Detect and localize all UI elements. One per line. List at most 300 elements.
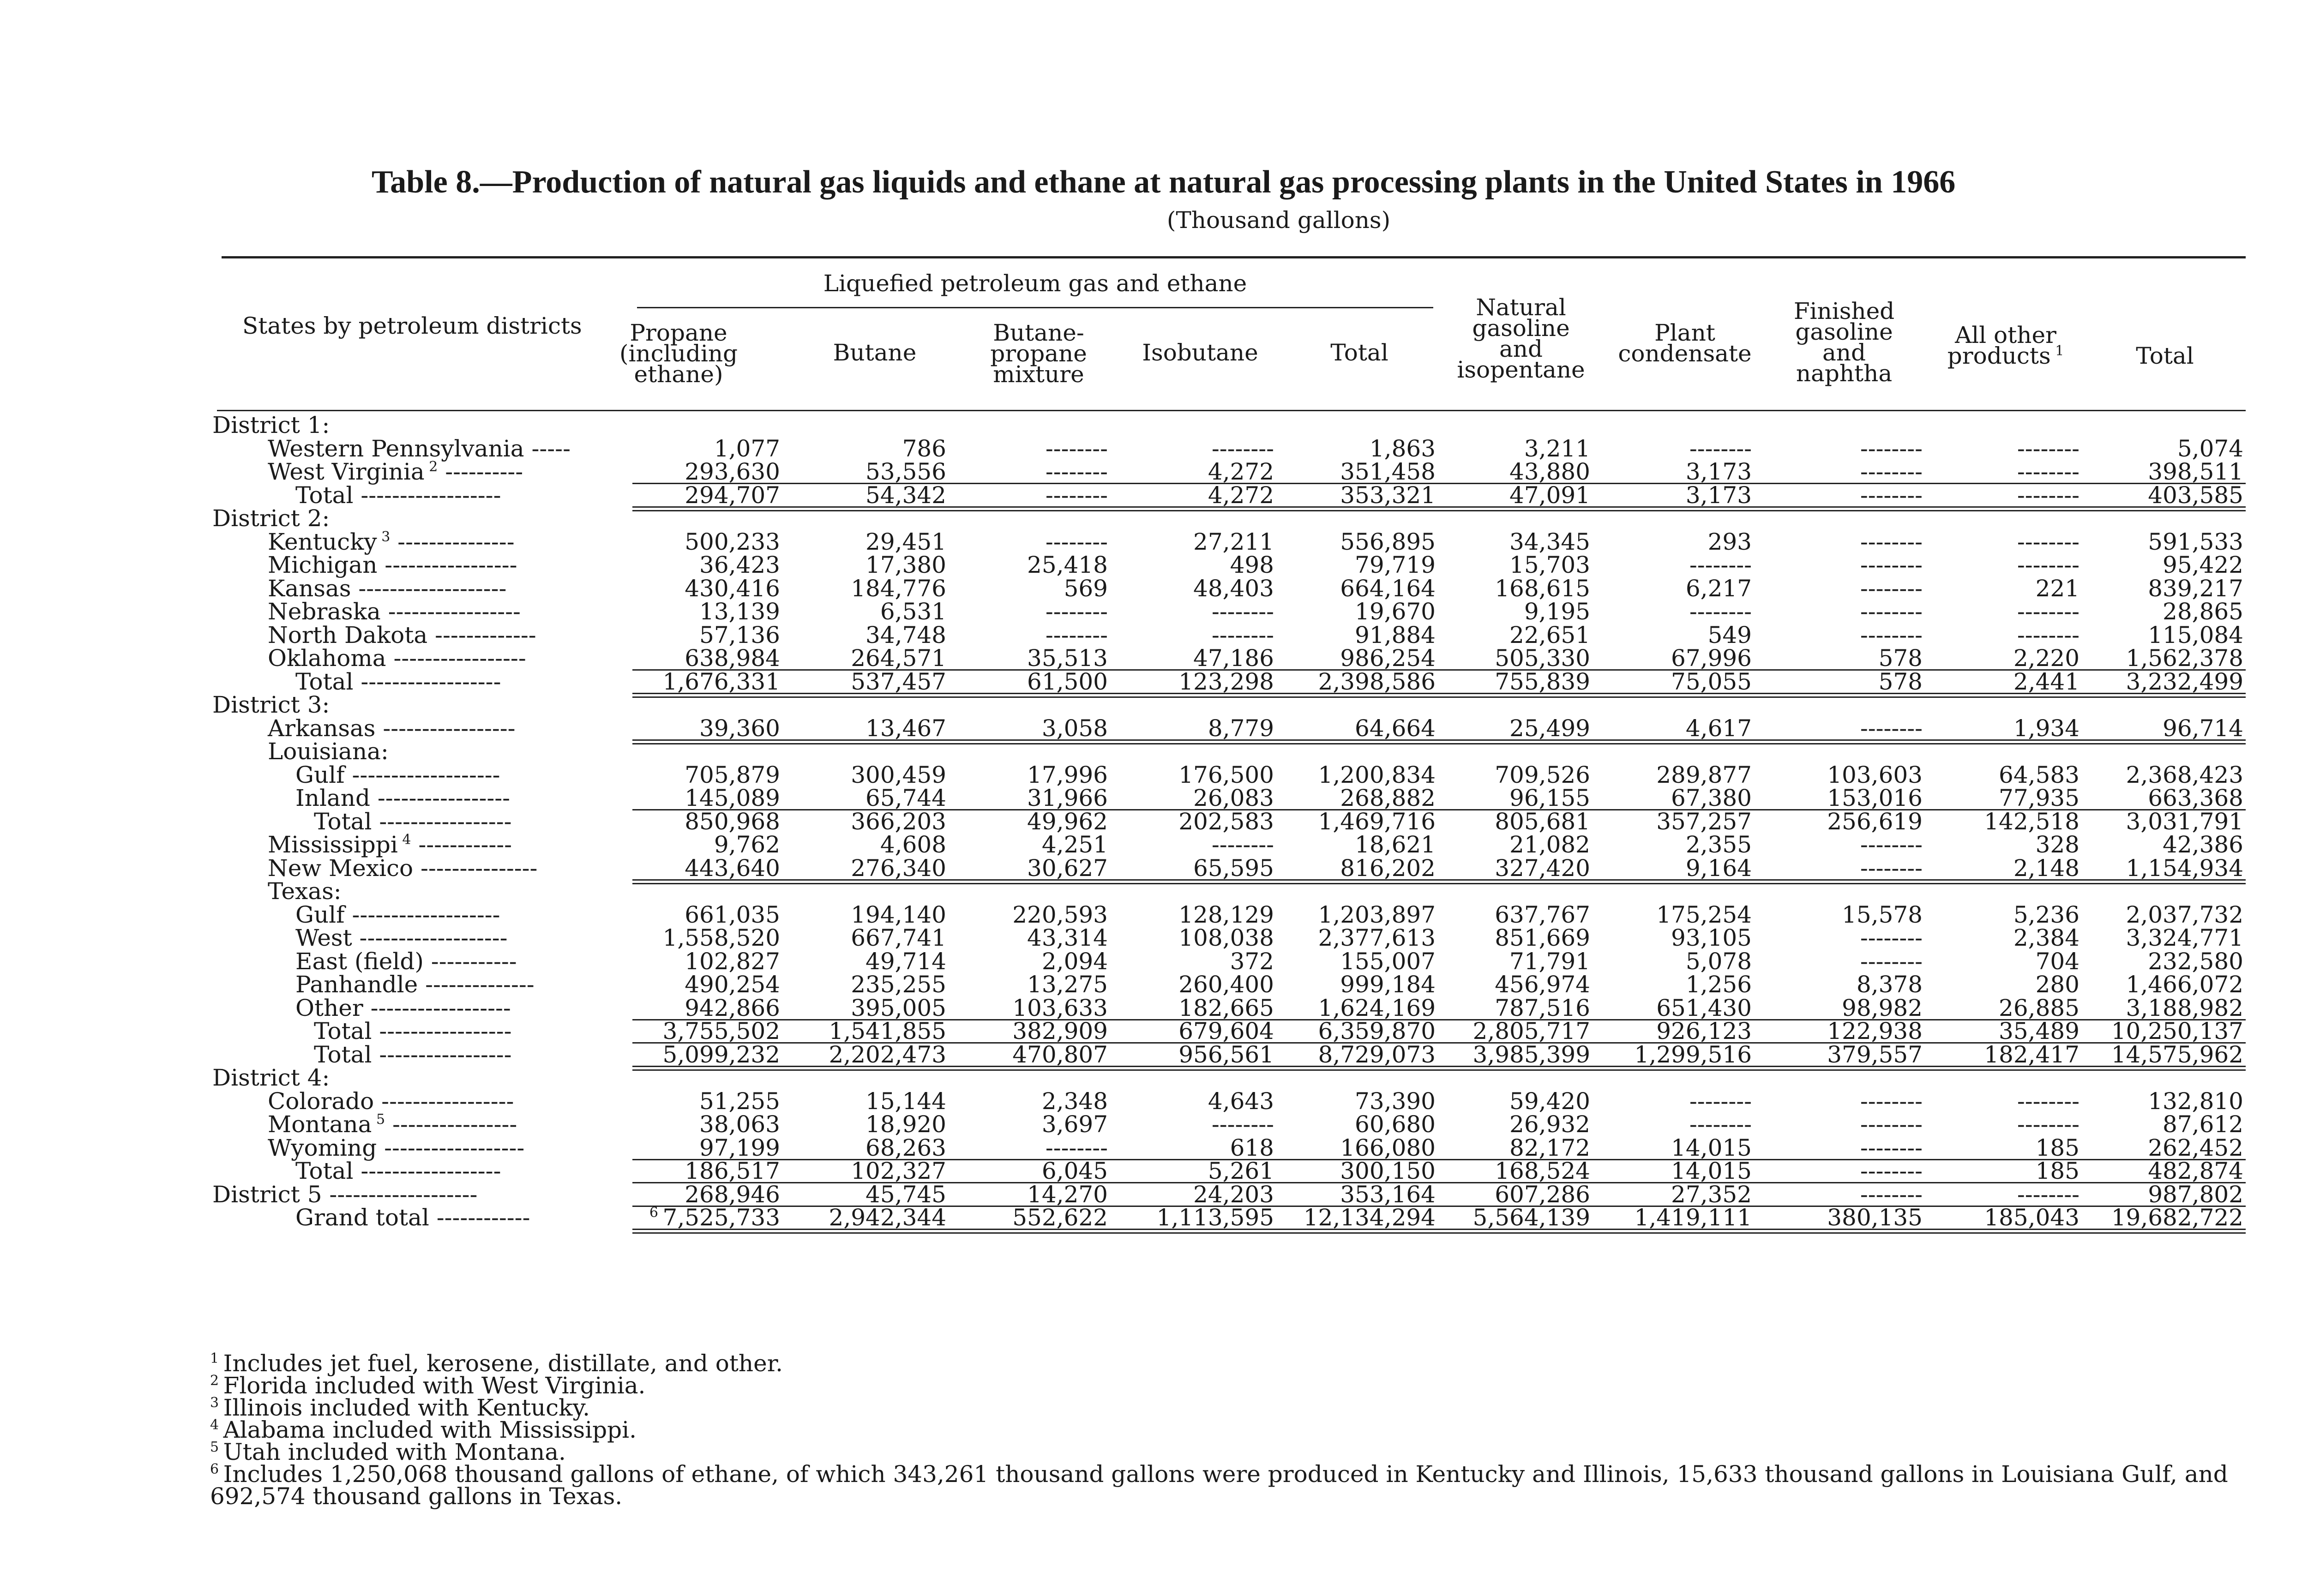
cell-value: 102,827: [685, 948, 780, 975]
column-header: Isobutane: [1142, 339, 1258, 366]
cell-value: --------: [2017, 481, 2080, 509]
cell-value: 549: [1707, 621, 1752, 648]
cell-value: 24,203: [1193, 1181, 1274, 1208]
cell-value: --------: [2017, 552, 2080, 578]
row-label: Kentucky $^3$ ---------------: [268, 528, 515, 555]
cell-value: 5,261: [1208, 1158, 1274, 1184]
row-label: District 5 -------------------: [212, 1181, 478, 1208]
row-label: Montana $^5$ ----------------: [268, 1111, 517, 1138]
cell-value: 75,055: [1671, 668, 1752, 695]
table-row: [0, 972, 2308, 996]
cell-value: 30,627: [1027, 854, 1108, 882]
row-label: Inland -----------------: [295, 785, 511, 811]
cell-value: 2,220: [2013, 645, 2080, 672]
cell-value: 2,148: [2013, 854, 2080, 882]
cell-value: 97,199: [699, 1134, 780, 1161]
cell-value: 2,368,423: [2126, 761, 2243, 788]
cell-value: 10,250,137: [2111, 1018, 2243, 1044]
cell-value: 2,355: [1685, 831, 1752, 858]
table-title: Table 8.—Production of natural gas liquids and ethane at natural gas processing plants in the United States in 1966: [372, 164, 1956, 200]
cell-value: 102,327: [851, 1158, 946, 1184]
column-header: gasoline: [1472, 315, 1570, 342]
cell-value: 839,217: [2148, 575, 2243, 602]
cell-value: --------: [1860, 1111, 1923, 1138]
cell-value: 87,612: [2163, 1111, 2243, 1138]
cell-value: 6,217: [1685, 575, 1752, 602]
cell-value: 25,499: [1509, 714, 1590, 742]
footnotes: [210, 1350, 2241, 1510]
cell-value: 986,254: [1340, 645, 1436, 672]
cell-value: 168,615: [1495, 575, 1590, 602]
cell-value: 3,755,502: [662, 1018, 780, 1044]
table-row: [0, 576, 2308, 600]
cell-value: 1,419,111: [1634, 1204, 1752, 1231]
cell-value: 264,571: [851, 645, 946, 672]
cell-value: 31,966: [1027, 785, 1108, 811]
cell-value: 4,617: [1685, 714, 1752, 742]
table-row: [0, 716, 2308, 740]
column-header: Total: [2136, 342, 2194, 369]
cell-value: 166,080: [1340, 1134, 1436, 1161]
row-label: Total -----------------: [314, 808, 512, 835]
table-row: [0, 483, 2308, 507]
cell-value: --------: [1860, 598, 1923, 625]
group-rule: [637, 307, 1433, 308]
cell-value: 25,418: [1027, 552, 1108, 578]
column-header: Total: [1330, 339, 1388, 366]
cell-value: --------: [1211, 598, 1274, 625]
row-label: Michigan -----------------: [268, 552, 517, 578]
cell-value: 185: [2035, 1158, 2080, 1184]
cell-value: 805,681: [1495, 808, 1590, 835]
cell-value: 787,516: [1495, 994, 1590, 1021]
cell-value: 36,423: [699, 552, 780, 578]
column-header: (including: [619, 340, 738, 367]
cell-value: 816,202: [1340, 854, 1436, 882]
cell-value: 26,885: [1999, 994, 2080, 1021]
row-label: Arkansas -----------------: [268, 714, 516, 742]
cell-value: --------: [1045, 458, 1108, 485]
cell-value: 175,254: [1656, 901, 1752, 928]
cell-value: 556,895: [1340, 528, 1436, 555]
cell-value: $^6$ 7,525,733: [649, 1204, 780, 1231]
cell-value: 153,016: [1827, 785, 1923, 811]
cell-value: 280: [2035, 971, 2080, 998]
cell-value: 6,531: [880, 598, 946, 625]
cell-value: 366,203: [851, 808, 946, 835]
row-label: Colorado -----------------: [268, 1087, 514, 1115]
cell-value: 64,664: [1355, 714, 1436, 742]
cell-value: 73,390: [1355, 1087, 1436, 1115]
table-row: [0, 1019, 2308, 1043]
table-row: [0, 413, 2308, 437]
row-label: Oklahoma -----------------: [268, 645, 526, 672]
cell-value: 18,920: [866, 1111, 946, 1138]
cell-value: 1,934: [2013, 714, 2080, 742]
column-header: Natural: [1476, 294, 1566, 321]
cell-value: --------: [2017, 528, 2080, 555]
row-label: Western Pennsylvania -----: [268, 435, 571, 462]
table-row: [0, 786, 2308, 810]
cell-value: 8,779: [1208, 714, 1274, 742]
row-label: Nebraska -----------------: [268, 598, 521, 625]
cell-value: 182,665: [1178, 994, 1274, 1021]
cell-value: 67,996: [1671, 645, 1752, 672]
table-subtitle: (Thousand gallons): [1166, 207, 1391, 234]
column-header: Plant: [1654, 319, 1715, 346]
cell-value: 289,877: [1656, 761, 1752, 788]
cell-value: --------: [1860, 854, 1923, 882]
cell-value: --------: [2017, 435, 2080, 462]
cell-value: 3,697: [1041, 1111, 1108, 1138]
group-header: Liquefied petroleum gas and ethane: [823, 270, 1247, 297]
row-label: District 4:: [212, 1064, 330, 1091]
cell-value: 1,256: [1685, 971, 1752, 998]
cell-value: 14,015: [1671, 1158, 1752, 1184]
row-label: West -------------------: [295, 924, 508, 951]
table-row: [0, 1043, 2308, 1067]
cell-value: 27,352: [1671, 1181, 1752, 1208]
table-row: [0, 1206, 2308, 1230]
cell-value: 6,359,870: [1318, 1018, 1436, 1044]
cell-value: --------: [1689, 435, 1752, 462]
row-label: Total -----------------: [314, 1041, 512, 1068]
cell-value: 103,603: [1827, 761, 1923, 788]
cell-value: 2,037,732: [2126, 901, 2243, 928]
cell-value: --------: [1860, 552, 1923, 578]
cell-value: 552,622: [1012, 1204, 1108, 1231]
cell-value: 430,416: [685, 575, 780, 602]
row-rule: [632, 1229, 2246, 1230]
cell-value: 34,345: [1509, 528, 1590, 555]
table-row: [0, 1136, 2308, 1160]
cell-value: 3,031,791: [2126, 808, 2243, 835]
cell-value: 12,134,294: [1303, 1204, 1436, 1231]
column-header: Butane-: [993, 319, 1084, 346]
cell-value: --------: [1045, 481, 1108, 509]
cell-value: 2,377,613: [1318, 924, 1436, 951]
cell-value: --------: [1689, 598, 1752, 625]
cell-value: --------: [2017, 598, 2080, 625]
footnote: $^5$ Utah included with Montana.: [210, 1439, 566, 1465]
cell-value: 14,270: [1027, 1181, 1108, 1208]
cell-value: 637,767: [1495, 901, 1590, 928]
cell-value: 38,063: [699, 1111, 780, 1138]
column-header: condensate: [1618, 340, 1752, 367]
cell-value: 96,714: [2163, 714, 2243, 742]
cell-value: 6,045: [1041, 1158, 1108, 1184]
row-label: Louisiana:: [268, 738, 389, 765]
cell-value: 39,360: [699, 714, 780, 742]
cell-value: 186,517: [685, 1158, 780, 1184]
cell-value: 755,839: [1495, 668, 1590, 695]
table-row: [0, 437, 2308, 461]
cell-value: 168,524: [1495, 1158, 1590, 1184]
cell-value: 43,880: [1509, 458, 1590, 485]
cell-value: 21,082: [1509, 831, 1590, 858]
cell-value: 103,633: [1012, 994, 1108, 1021]
cell-value: 51,255: [699, 1087, 780, 1115]
cell-value: 35,513: [1027, 645, 1108, 672]
cell-value: 132,810: [2148, 1087, 2243, 1115]
cell-value: 5,236: [2013, 901, 2080, 928]
row-rule: [632, 1232, 2246, 1234]
cell-value: 456,974: [1495, 971, 1590, 998]
table-row: [0, 833, 2308, 857]
footnote: $^4$ Alabama included with Mississippi.: [210, 1416, 637, 1443]
cell-value: 667,741: [851, 924, 946, 951]
cell-value: 61,500: [1027, 668, 1108, 695]
cell-value: 1,200,834: [1318, 761, 1436, 788]
cell-value: --------: [2017, 621, 2080, 648]
cell-value: 26,083: [1193, 785, 1274, 811]
table-row: [0, 1066, 2308, 1090]
cell-value: 49,714: [866, 948, 946, 975]
column-header: isopentane: [1457, 356, 1585, 383]
cell-value: 2,348: [1041, 1087, 1108, 1115]
cell-value: 490,254: [685, 971, 780, 998]
cell-value: 398,511: [2148, 458, 2243, 485]
table-row: [0, 646, 2308, 670]
cell-value: 123,298: [1178, 668, 1274, 695]
cell-value: 395,005: [851, 994, 946, 1021]
cell-value: --------: [1860, 528, 1923, 555]
cell-value: 9,164: [1685, 854, 1752, 882]
cell-value: 185: [2035, 1134, 2080, 1161]
cell-value: 300,150: [1340, 1158, 1436, 1184]
cell-value: 578: [1878, 668, 1923, 695]
cell-value: --------: [1860, 831, 1923, 858]
cell-value: 91,884: [1355, 621, 1436, 648]
cell-value: 3,211: [1524, 435, 1590, 462]
cell-value: 232,580: [2148, 948, 2243, 975]
cell-value: 5,099,232: [662, 1041, 780, 1068]
row-label: Gulf -------------------: [295, 761, 500, 788]
footnote: $^3$ Illinois included with Kentucky.: [210, 1394, 590, 1421]
cell-value: 18,621: [1355, 831, 1436, 858]
stub-header: States by petroleum districts: [242, 312, 582, 339]
cell-value: 380,135: [1827, 1204, 1923, 1231]
column-header: Finished: [1793, 298, 1895, 324]
cell-value: 43,314: [1027, 924, 1108, 951]
cell-value: 262,452: [2148, 1134, 2243, 1161]
cell-value: 221: [2035, 575, 2080, 602]
cell-value: 1,624,169: [1318, 994, 1436, 1021]
cell-value: 1,469,716: [1318, 808, 1436, 835]
row-label: Total -----------------: [314, 1018, 512, 1044]
row-label: New Mexico ---------------: [268, 854, 538, 882]
cell-value: 3,058: [1041, 714, 1108, 742]
cell-value: 327,420: [1495, 854, 1590, 882]
cell-value: 8,378: [1856, 971, 1923, 998]
cell-value: 470,807: [1012, 1041, 1108, 1068]
cell-value: 2,398,586: [1318, 668, 1436, 695]
top-rule: [222, 256, 2246, 258]
cell-value: --------: [1689, 1111, 1752, 1138]
cell-value: 372: [1230, 948, 1274, 975]
cell-value: 182,417: [1984, 1041, 2080, 1068]
cell-value: 987,802: [2148, 1181, 2243, 1208]
cell-value: 705,879: [685, 761, 780, 788]
cell-value: 45,745: [866, 1181, 946, 1208]
cell-value: 108,038: [1178, 924, 1274, 951]
table-row: [0, 600, 2308, 624]
cell-value: 300,459: [851, 761, 946, 788]
cell-value: 15,578: [1842, 901, 1923, 928]
column-header: Butane: [833, 339, 917, 366]
cell-value: 663,368: [2148, 785, 2243, 811]
cell-value: 482,874: [2148, 1158, 2243, 1184]
cell-value: 591,533: [2148, 528, 2243, 555]
table-row: [0, 763, 2308, 787]
cell-value: 145,089: [685, 785, 780, 811]
cell-value: 505,330: [1495, 645, 1590, 672]
row-label: Wyoming ------------------: [268, 1134, 525, 1161]
cell-value: 328: [2035, 831, 2080, 858]
footnote: $^1$ Includes jet fuel, kerosene, distillate, and other.: [210, 1350, 783, 1377]
cell-value: 2,384: [2013, 924, 2080, 951]
table-row: [0, 530, 2308, 554]
cell-value: 926,123: [1656, 1018, 1752, 1044]
row-label: West Virginia $^2$ ----------: [268, 458, 523, 485]
cell-value: 15,144: [866, 1087, 946, 1115]
cell-value: 4,608: [880, 831, 946, 858]
cell-value: --------: [2017, 1087, 2080, 1115]
cell-value: --------: [1860, 714, 1923, 742]
cell-value: --------: [2017, 1181, 2080, 1208]
cell-value: 942,866: [685, 994, 780, 1021]
table-row: [0, 856, 2308, 880]
cell-value: 64,583: [1999, 761, 2080, 788]
table-row: [0, 623, 2308, 647]
cell-value: --------: [1045, 435, 1108, 462]
cell-value: 268,946: [685, 1181, 780, 1208]
cell-value: 184,776: [851, 575, 946, 602]
cell-value: 1,541,855: [829, 1018, 946, 1044]
cell-value: 8,729,073: [1318, 1041, 1436, 1068]
cell-value: 293: [1707, 528, 1752, 555]
cell-value: 194,140: [851, 901, 946, 928]
column-header: mixture: [993, 361, 1084, 388]
cell-value: 4,643: [1208, 1087, 1274, 1115]
cell-value: 498: [1230, 552, 1274, 578]
row-label: Total ------------------: [295, 668, 501, 695]
table-row: [0, 739, 2308, 763]
cell-value: 57,136: [699, 621, 780, 648]
cell-value: 2,942,344: [829, 1204, 946, 1231]
column-header: and: [1499, 336, 1543, 362]
cell-value: 155,007: [1340, 948, 1436, 975]
cell-value: 15,703: [1509, 552, 1590, 578]
cell-value: 115,084: [2148, 621, 2243, 648]
cell-value: 1,154,934: [2126, 854, 2243, 882]
table-row: [0, 903, 2308, 927]
cell-value: 353,321: [1340, 481, 1436, 509]
row-label: Mississippi $^4$ ------------: [268, 831, 512, 858]
row-label: Texas:: [268, 878, 342, 905]
cell-value: 1,562,378: [2126, 645, 2243, 672]
cell-value: 220,593: [1012, 901, 1108, 928]
row-label: Kansas -------------------: [268, 575, 507, 602]
footnote: $^6$ Includes 1,250,068 thousand gallons of ethane, of which 343,261 thousand gallons were produced in Kentucky and Illinois, 15,633 thousand gallons in Louisiana Gulf, and 692,574 thousand gallons in Texas.: [210, 1461, 2228, 1510]
cell-value: 276,340: [851, 854, 946, 882]
cell-value: 128,129: [1178, 901, 1274, 928]
row-label: District 2:: [212, 505, 330, 532]
cell-value: 294,707: [685, 481, 780, 509]
column-header: naphtha: [1796, 360, 1893, 387]
cell-value: 59,420: [1509, 1087, 1590, 1115]
cell-value: 1,113,595: [1156, 1204, 1274, 1231]
table-row: [0, 1112, 2308, 1136]
cell-value: --------: [1860, 575, 1923, 602]
cell-value: 27,211: [1193, 528, 1274, 555]
table-row: [0, 879, 2308, 903]
cell-value: 1,299,516: [1634, 1041, 1752, 1068]
cell-value: 1,558,520: [662, 924, 780, 951]
cell-value: --------: [1860, 1134, 1923, 1161]
cell-value: 3,173: [1685, 481, 1752, 509]
cell-value: 5,074: [2177, 435, 2243, 462]
cell-value: --------: [1211, 435, 1274, 462]
cell-value: 48,403: [1193, 575, 1274, 602]
cell-value: 82,172: [1509, 1134, 1590, 1161]
table-row: [0, 1159, 2308, 1183]
row-label: Total ------------------: [295, 1158, 501, 1184]
cell-value: 98,982: [1842, 994, 1923, 1021]
cell-value: 268,882: [1340, 785, 1436, 811]
cell-value: 2,094: [1041, 948, 1108, 975]
cell-value: 956,561: [1178, 1041, 1274, 1068]
cell-value: 47,091: [1509, 481, 1590, 509]
cell-value: 500,233: [685, 528, 780, 555]
cell-value: 142,518: [1984, 808, 2080, 835]
cell-value: 122,938: [1827, 1018, 1923, 1044]
cell-value: 202,583: [1178, 808, 1274, 835]
cell-value: 4,272: [1208, 481, 1274, 509]
cell-value: 537,457: [851, 668, 946, 695]
cell-value: --------: [1860, 924, 1923, 951]
cell-value: 13,139: [699, 598, 780, 625]
column-header: and: [1822, 339, 1866, 366]
cell-value: 68,263: [866, 1134, 946, 1161]
cell-value: 578: [1878, 645, 1923, 672]
cell-value: 5,564,139: [1473, 1204, 1590, 1231]
table-row: [0, 553, 2308, 577]
cell-value: 42,386: [2163, 831, 2243, 858]
cell-value: --------: [1860, 458, 1923, 485]
cell-value: 704: [2035, 948, 2080, 975]
cell-value: 3,232,499: [2126, 668, 2243, 695]
cell-value: 260,400: [1178, 971, 1274, 998]
row-label: Panhandle --------------: [295, 971, 535, 998]
row-label: Grand total ------------: [295, 1204, 530, 1231]
cell-value: 3,188,982: [2126, 994, 2243, 1021]
cell-value: 49,962: [1027, 808, 1108, 835]
header-bottom-rule: [217, 410, 2246, 411]
cell-value: 379,557: [1827, 1041, 1923, 1068]
cell-value: 9,195: [1524, 598, 1590, 625]
cell-value: --------: [1860, 1087, 1923, 1115]
cell-value: 9,762: [714, 831, 780, 858]
cell-value: 26,932: [1509, 1111, 1590, 1138]
cell-value: 29,451: [866, 528, 946, 555]
table-row: [0, 460, 2308, 484]
cell-value: --------: [1860, 481, 1923, 509]
table-row: [0, 1182, 2308, 1206]
cell-value: 3,985,399: [1473, 1041, 1590, 1068]
cell-value: 2,441: [2013, 668, 2080, 695]
column-header: propane: [990, 340, 1087, 367]
